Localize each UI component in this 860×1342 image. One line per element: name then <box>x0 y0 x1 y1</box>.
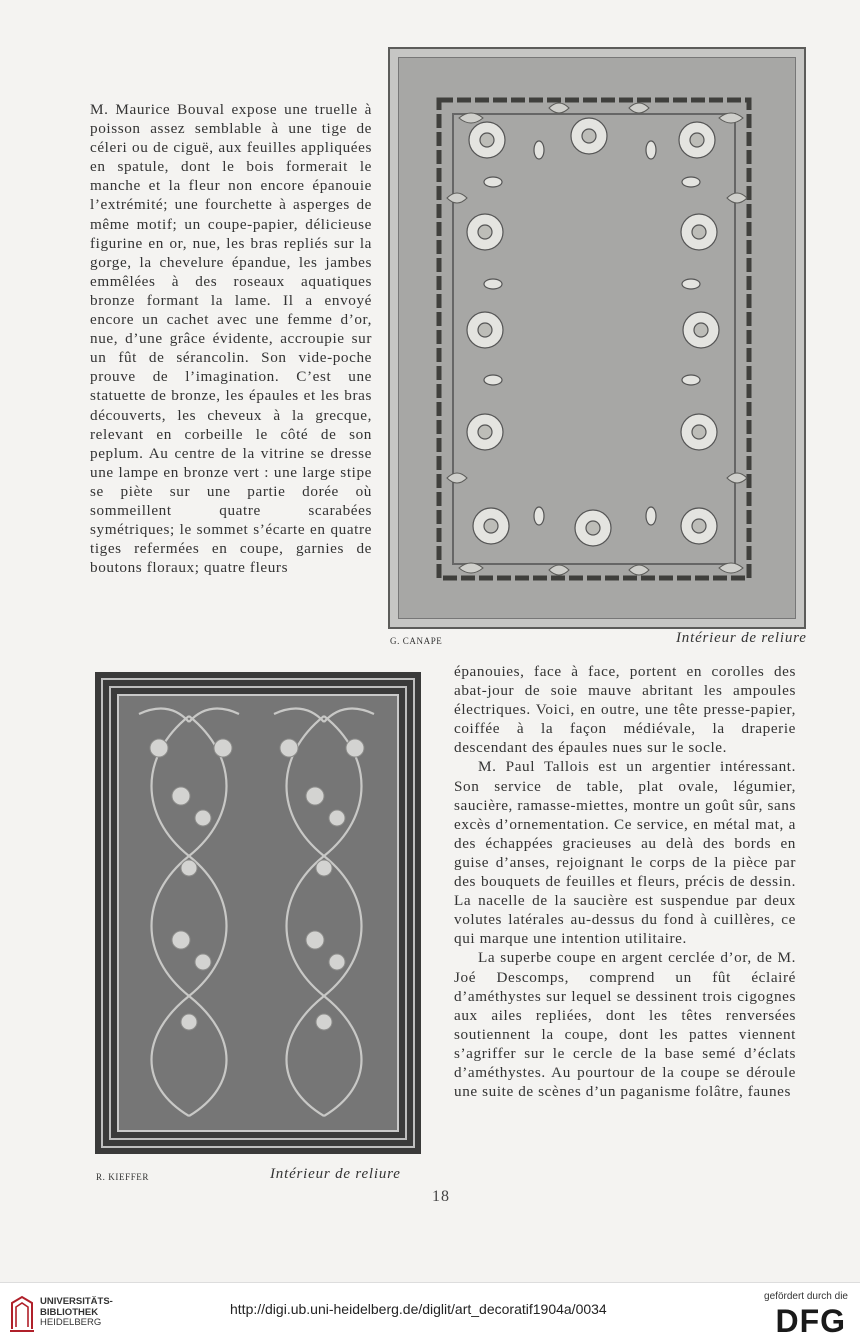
figure-top-author: G. CANAPE <box>390 636 443 646</box>
right-text-column <box>454 662 796 1101</box>
viewer-footer <box>0 1282 860 1342</box>
university-library-logo <box>8 1293 36 1333</box>
library-name: UNIVERSITÄTS- BIBLIOTHEK HEIDELBERG <box>40 1296 113 1328</box>
plate-frame-inner <box>117 694 399 1132</box>
floral-panel-illustration <box>119 696 397 1130</box>
rose-border-illustration <box>399 58 799 622</box>
figure-top-title: Intérieur de reliure <box>676 630 807 646</box>
binding-plate-canape <box>388 47 806 629</box>
left-text-column <box>90 100 372 577</box>
paragraph: M. Maurice Bouval expose une truelle à poisson assez semblable à une tige de céleri ou de ciguë, aux feuilles appliquées en spatule, dont le bois formerait le manche et la fleur non encore épanouie l’extrémité; une fourchette à asperges de même motif; un coupe-papier, délicieuse figurine en or, nue, les bras repliés sur la gorge, la chevelure épandue, les jambes emmêlées à des roseaux aquatiques bronze formant la lame. Il a envoyé encore un cachet avec une femme d’or, nue, d’une grâce évidente, accroupie sur un fût de sérancolin. Son vide-poche prouve de l’imagination. C’est une statuette de bronze, les épaules et les bras découverts, les cheveux à la grecque, relevant en corbeille le côté de son peplum. Au centre de la vitrine se dresse une lampe en bronze vert : une large stipe se piète sur une partie dorée où sommeillent quatre scarabées symétriques; le sommet s’écarte en quatre tiges refermées en coupe, garnies de boutons floraux; quatre fleurs <box>90 101 372 577</box>
figure-bottom-author: R. KIEFFER <box>96 1172 150 1182</box>
paragraph: M. Paul Tallois est un argentier intéressant. Son service de table, plat ovale, légumier, saucière, ramasse-miettes, montre un goût sûr, sans excès d’ornementation. Ce service, en métal mat, a des échappées gracieuses au delà des bords en guise d’anses, rejoignant le corps de la pièce par des bouquets de feuilles et fleurs, précis de dessin. La nacelle de la saucière est suspendue par deux volutes latérales au-dessus du fond à cuillères, ce qui marque une intention utilitaire. <box>454 758 796 948</box>
paragraph: La superbe coupe en argent cerclée d’or, de M. Joé Descomps, comprend un fût éclairé d’améthystes sur lequel se dessinent trois cigognes aux ailes repliées, dont les têtes renversées soutiennent la coupe, dont les pattes viennent s’agriffer sur le cercle de la base semé d’éclats d’améthystes. Au pourtour de la coupe se déroule une suite de scènes d’un paganisme folâtre, faunes <box>454 949 796 1101</box>
page-number: 18 <box>432 1188 450 1205</box>
dfg-logo: DFG <box>775 1303 846 1339</box>
figure-bottom-title: Intérieur de reliure <box>270 1166 401 1182</box>
binding-plate-kieffer <box>95 672 421 1154</box>
plate-inner-panel <box>398 57 796 619</box>
paragraph: épanouies, face à face, portent en corolles des abat-jour de soie mauve abritant les ampoules électriques. Voici, en outre, une tête presse-papier, coiffée à la façon médiévale, la draperie descendant des épaules nues sur le socle. <box>454 663 796 757</box>
permalink-url[interactable]: http://digi.ub.uni-heidelberg.de/diglit/art_decoratif1904a/0034 <box>230 1301 607 1317</box>
funded-by-label: gefördert durch die <box>764 1291 848 1302</box>
